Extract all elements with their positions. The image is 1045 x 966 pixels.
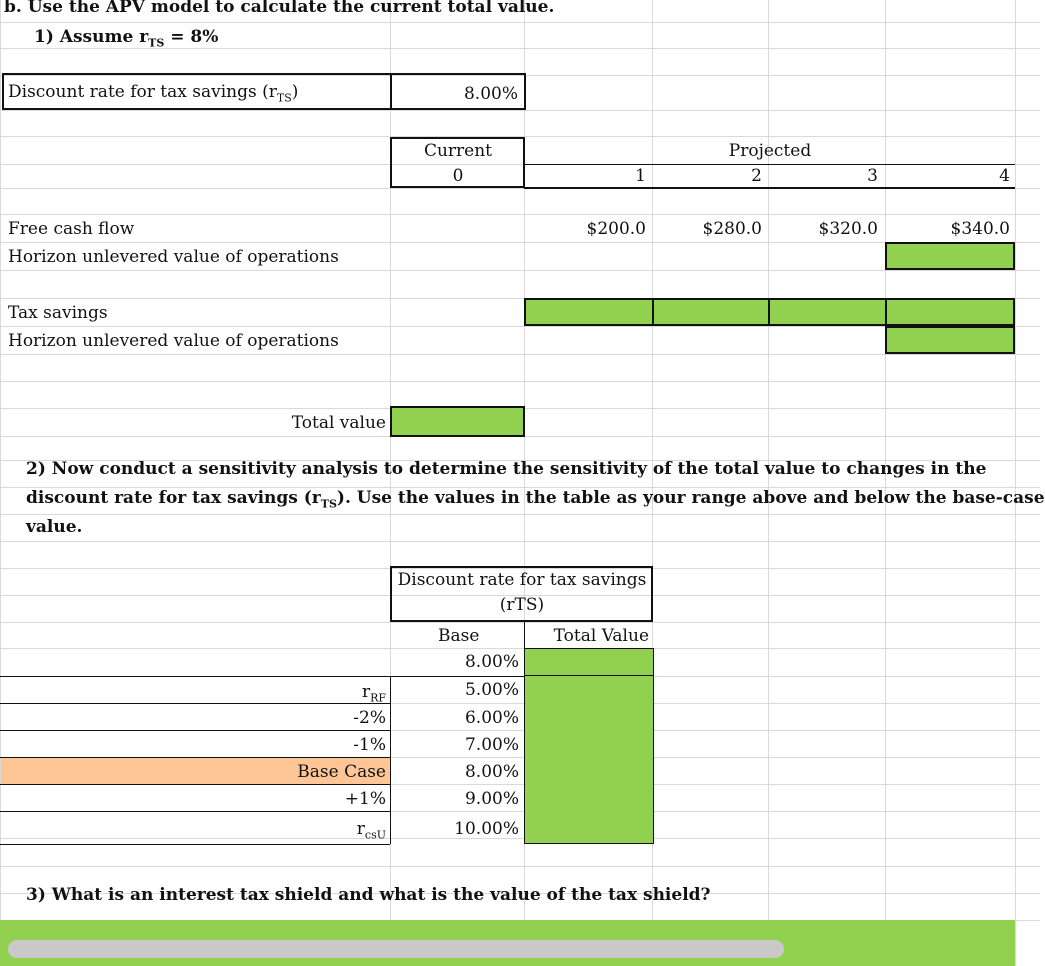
sens-total-input[interactable] xyxy=(524,757,654,785)
sens-total-input-base[interactable] xyxy=(524,648,654,676)
sens-vborder xyxy=(390,676,391,844)
fcf-value-2: $280.0 xyxy=(702,219,762,239)
horizon-label-1: Horizon unlevered value of operations xyxy=(8,247,339,267)
year-0: 0 xyxy=(452,166,464,186)
projected-underline xyxy=(524,164,1015,165)
col-base-header: Base xyxy=(438,626,480,646)
sens-total-input[interactable] xyxy=(524,703,654,731)
total-value-input[interactable] xyxy=(390,406,525,437)
sens-border xyxy=(0,730,390,731)
sens-row-label: $r_{csU}$ xyxy=(356,819,386,842)
year-3: 3 xyxy=(867,166,878,186)
sens-row-rate: 6.00% xyxy=(464,708,519,728)
q3-text: 3) What is an interest tax shield and what is the value of the tax shield? xyxy=(26,885,711,905)
current-header: Current xyxy=(423,141,493,161)
sensitivity-header-line2: (rTS) xyxy=(499,595,545,615)
fcf-value-1: $200.0 xyxy=(586,219,646,239)
discount-rate-value: 8.00% xyxy=(463,84,518,104)
q1-heading: 1) Assume $r_{TS} = 8\%$ xyxy=(34,27,219,50)
sens-row-label: $r_{RF}$ xyxy=(361,682,386,705)
year-1: 1 xyxy=(635,166,646,186)
sens-border xyxy=(0,784,390,785)
tax-savings-input-1[interactable] xyxy=(524,298,654,326)
sens-row-label: Base Case xyxy=(297,762,386,782)
tax-savings-label: Tax savings xyxy=(8,303,108,323)
header-bottom-border xyxy=(524,187,1015,189)
fcf-value-4: $340.0 xyxy=(950,219,1010,239)
sens-total-input[interactable] xyxy=(524,676,654,704)
projected-header: Projected xyxy=(728,141,812,161)
sens-base-rate: 8.00% xyxy=(464,652,519,672)
sens-total-input[interactable] xyxy=(524,811,654,844)
tax-savings-input-4[interactable] xyxy=(885,298,1015,326)
q2-line2: discount rate for tax savings $(r_{TS})$. Use the values in the table as your range above and below the base-case xyxy=(26,488,1045,511)
sens-total-input[interactable] xyxy=(524,730,654,758)
total-value-label: Total value xyxy=(291,413,386,433)
sens-row-label: -1% xyxy=(353,735,386,755)
tax-savings-input-2[interactable] xyxy=(652,298,770,326)
horizon-label-2: Horizon unlevered value of operations xyxy=(8,331,339,351)
year-2: 2 xyxy=(751,166,762,186)
horizontal-scrollbar[interactable] xyxy=(8,940,784,958)
fcf-value-3: $320.0 xyxy=(818,219,878,239)
sens-row-rate: 9.00% xyxy=(464,789,519,809)
sens-row-rate: 5.00% xyxy=(464,680,519,700)
col-total-header: Total Value xyxy=(553,626,649,646)
fcf-label: Free cash flow xyxy=(8,219,135,239)
sens-row-label: -2% xyxy=(353,708,386,728)
sens-border xyxy=(0,676,524,677)
horizon-value-input-2[interactable] xyxy=(885,326,1015,354)
part-b-title: b. Use the APV model to calculate the current total value. xyxy=(4,0,555,17)
tax-savings-input-3[interactable] xyxy=(768,298,887,326)
year-4: 4 xyxy=(999,166,1010,186)
sens-row-rate: 8.00% xyxy=(464,762,519,782)
q2-line1: 2) Now conduct a sensitivity analysis to determine the sensitivity of the total value to changes in the xyxy=(26,459,987,479)
discount-rate-label: Discount rate for tax savings $(r_{TS})$ xyxy=(8,82,299,105)
sens-row-label: +1% xyxy=(344,789,386,809)
sensitivity-header-line1: Discount rate for tax savings xyxy=(397,570,647,590)
sens-row-rate: 10.00% xyxy=(454,819,519,839)
sens-total-input[interactable] xyxy=(524,784,654,812)
q2-line3: value. xyxy=(26,517,83,537)
sens-row-rate: 7.00% xyxy=(464,735,519,755)
sens-border xyxy=(0,811,390,812)
horizon-value-input-1[interactable] xyxy=(885,242,1015,270)
